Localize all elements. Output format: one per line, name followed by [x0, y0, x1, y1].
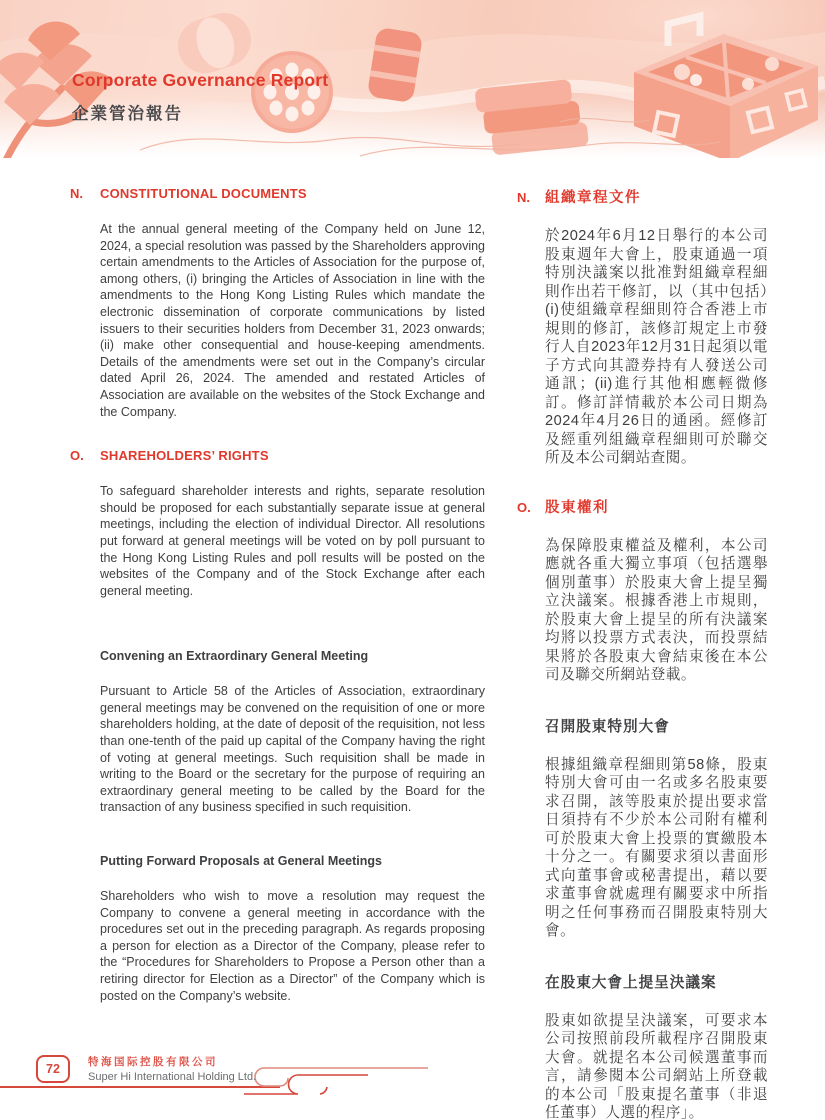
content-area [0, 158, 825, 1120]
section-heading-constitutional-documents: CONSTITUTIONAL DOCUMENTS [100, 186, 307, 201]
subheading-putting-forward-proposals: Putting Forward Proposals at General Meetings [100, 854, 382, 869]
section-letter: O. [70, 448, 84, 464]
section-heading-row [70, 186, 485, 201]
company-name-chinese: 特海国际控股有限公司 [88, 1056, 218, 1068]
subheading-putting-forward-proposals-zh: 在股東大會上提呈決議案 [545, 974, 717, 991]
paragraph-convening-egm: Pursuant to Article 58 of the Articles of Association, extraordinary general meetings may be convened on the requisition of one or more shareholders holding, at the date of deposit of the requisition, not less than one-tenth of the paid up capital of the Company having the right of voting at general meetings. Such requisition shall be made in writing to the Board or the secretary for the purpose of requiring an extraordinary general meeting to be called by the Board for the transaction of any business specified in such requisition. [100, 684, 485, 815]
section-n-zh [517, 186, 768, 468]
page-number: 72 [46, 1062, 60, 1076]
subheading-convening-egm-zh: 召開股東特別大會 [545, 718, 670, 735]
section-letter: N. [70, 186, 83, 201]
company-name-english: Super Hi International Holding Ltd. [88, 1071, 257, 1083]
page-title: Corporate Governance Report [72, 70, 329, 90]
section-o-en [70, 448, 485, 1004]
chinese-column [517, 186, 768, 1120]
paragraph-shareholders-rights: To safeguard shareholder interests and rights, separate resolution should be proposed for each substantially separate issue at general meetings, including the election of individual Director. All resolutions put forward at general meetings will be voted on by poll pursuant to the Hong Kong Listing Rules and poll results will be posted on the websites of the Company and of the Stock Exchange after each general meeting. [100, 484, 485, 598]
section-heading-shareholders-rights: SHAREHOLDERS’ RIGHTS [100, 448, 269, 464]
paragraph-convening-egm-zh: 根據組織章程細則第58條，股東特別大會可由一名或多名股東要求召開，該等股東於提出要求當日須持有不少於本公司附有權利可於股東大會上投票的實繳股本十分之一。有關要求須以書面形式向董事會或秘書提出，藉以要求董事會就處理有關要求中所指明之任何事務而召開股東特別大會。 [545, 756, 768, 939]
section-heading-constitutional-documents-zh: 組織章程文件 [545, 190, 641, 206]
section-heading-row [517, 186, 768, 207]
paragraph-constitutional-documents-zh: 於2024年6月12日舉行的本公司股東週年大會上，股東通過一項特別決議案以批准對組織章程細則作出若干修訂，以（其中包括）(i)使組織章程細則符合香港上市規則的修訂，該修訂規定上市發行人自2023年12月31日起須以電子方式向其證券持有人發送公司通訊；(ii)進行其他相應輕微修訂。修訂詳情載於本公司日期為2024年4月26日的通函。經修訂及經重列組織章程細則可於聯交所及本公司網站查閱。 [545, 228, 768, 466]
section-letter: N. [517, 190, 530, 205]
paragraph-constitutional-documents: At the annual general meeting of the Company held on June 12, 2024, a special resolution was passed by the Shareholders approving certain amendments to the Articles of Association for the purpose of, among others, (i) bringing the Articles of Association in line with the amendments to the Hong Kong Listing Rules which mandate the electronic dissemination of corporate communications by listed issuers to their securities holders from December 31, 2023 onwards; (ii) make other consequential and house-keeping amendments. Details of the amendments were set out in the Company’s circular dated April 26, 2024. The amended and restated Articles of Association are available on the websites of the Stock Exchange and the Company. [100, 222, 485, 419]
section-heading-shareholders-rights-zh: 股東權利 [545, 499, 609, 516]
section-heading-row [70, 448, 485, 463]
page-header-banner [0, 0, 825, 158]
paragraph-shareholders-rights-zh: 為保障股東權益及權利，本公司應就各重大獨立事項（包括選舉個別董事）於股東大會上提呈獨立決議案。根據香港上市規則，於股東大會上提呈的所有決議案均將以投票方式表決，而投票結果將於各股東大會結束後在本公司及聯交所網站登載。 [545, 537, 768, 683]
page-title-chinese: 企業管治報告 [72, 105, 183, 123]
paragraph-putting-forward-proposals: Shareholders who wish to move a resolution may request the Company to convene a general meeting in accordance with the procedures set out in the preceding paragraph. As regards proposing a person for election as a Director of the Company, please refer to the “Procedures for Shareholders to Propose a Person other than a retiring director for Election as a Director” of the Company which is posted on the Company’s website. [100, 889, 485, 1003]
company-identity [88, 1054, 256, 1083]
header-titles [72, 70, 328, 124]
section-heading-row [517, 496, 768, 517]
section-letter: O. [517, 499, 531, 515]
subheading-convening-egm: Convening an Extraordinary General Meeting [100, 649, 369, 664]
section-o-zh [517, 496, 768, 1120]
paragraph-putting-forward-proposals-zh: 股東如欲提呈決議案，可要求本公司按照前段所載程序召開股東大會。就提名本公司候選董事而言，請參閱本公司網站上所登載的本公司「股東提名董事（非退任董事）人選的程序」。 [545, 1012, 768, 1120]
cloud-outline-ornament [140, 118, 720, 156]
section-n-en [70, 186, 485, 420]
page-number-badge [36, 1055, 70, 1083]
english-column [70, 186, 485, 1004]
